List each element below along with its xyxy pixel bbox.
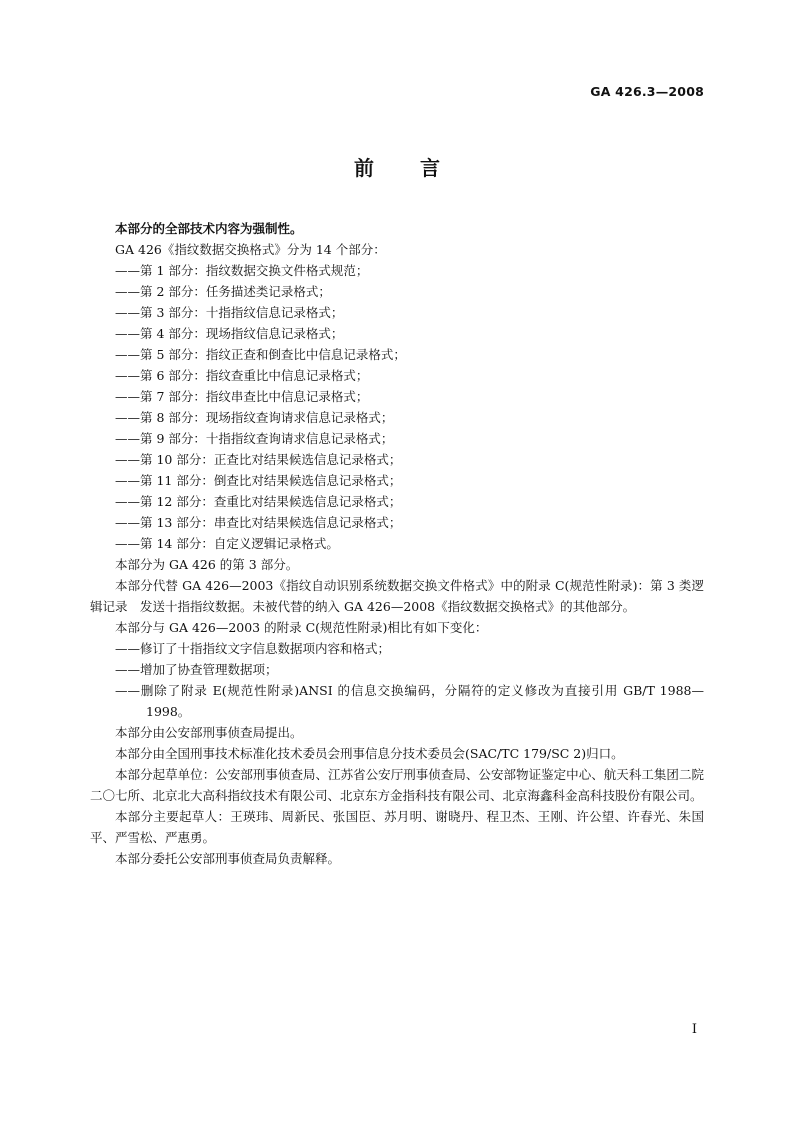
list-item: ——第 11 部分：倒查比对结果候选信息记录格式； [115, 473, 402, 488]
standard-code: GA 426.3—2008 [590, 84, 704, 99]
list-item: ——第 8 部分：现场指纹查询请求信息记录格式； [115, 410, 394, 425]
parts-intro: GA 426《指纹数据交换格式》分为 14 个部分： [115, 242, 386, 257]
list-item: ——第 3 部分：十指指纹信息记录格式； [115, 305, 344, 320]
foreword-body [90, 218, 704, 869]
part-statement: 本部分为 GA 426 的第 3 部分。 [115, 557, 299, 572]
list-item: ——第 9 部分：十指指纹查询请求信息记录格式； [115, 431, 394, 446]
parts-list [90, 260, 704, 554]
list-item: ——第 13 部分：串查比对结果候选信息记录格式； [115, 515, 402, 530]
list-item: ——第 10 部分：正查比对结果候选信息记录格式； [115, 452, 402, 467]
list-item: ——删除了附录 E(规范性附录)ANSI 的信息交换编码，分隔符的定义修改为直接引用 GB/T 1988—1998。 [115, 683, 704, 719]
drafting-units: 本部分起草单位：公安部刑事侦查局、江苏省公安厅刑事侦查局、公安部物证鉴定中心、航天科工集团二院二〇七所、北京北大高科指纹技术有限公司、北京东方金指科技有限公司、北京海鑫科金高科技股份有限公司。 [90, 767, 704, 803]
mandatory-statement: 本部分的全部技术内容为强制性。 [115, 221, 303, 236]
list-item: ——第 7 部分：指纹串查比中信息记录格式； [115, 389, 369, 404]
list-item: ——增加了协查管理数据项； [115, 662, 278, 677]
replacement-statement: 本部分代替 GA 426—2003《指纹自动识别系统数据交换文件格式》中的附录 C(规范性附录)：第 3 类逻辑记录 发送十指指纹数据。未被代替的纳入 GA 426—2008《指纹数据交换格式》的其他部分。 [90, 578, 704, 614]
list-item: ——第 12 部分：查重比对结果候选信息记录格式； [115, 494, 402, 509]
list-item: ——第 4 部分：现场指纹信息记录格式； [115, 326, 344, 341]
list-item: ——第 14 部分：自定义逻辑记录格式。 [115, 536, 339, 551]
committee-statement: 本部分由全国刑事技术标准化技术委员会刑事信息分技术委员会(SAC/TC 179/SC 2)归口。 [115, 746, 624, 761]
changes-list [90, 638, 704, 722]
list-item: ——第 6 部分：指纹查重比中信息记录格式； [115, 368, 369, 383]
proposer-statement: 本部分由公安部刑事侦查局提出。 [115, 725, 303, 740]
drafters: 本部分主要起草人：王瑛玮、周新民、张国臣、苏月明、谢晓丹、程卫杰、王刚、许公望、许春光、朱国平、严雪松、严惠勇。 [90, 809, 704, 845]
list-item: ——修订了十指指纹文字信息数据项内容和格式； [115, 641, 391, 656]
list-item: ——第 2 部分：任务描述类记录格式； [115, 284, 331, 299]
list-item: ——第 5 部分：指纹正查和倒查比中信息记录格式； [115, 347, 406, 362]
page-title: 前言 [354, 156, 486, 180]
page-number: I [691, 1022, 697, 1037]
interpretation-statement: 本部分委托公安部刑事侦查局负责解释。 [115, 851, 341, 866]
changes-intro: 本部分与 GA 426—2003 的附录 C(规范性附录)相比有如下变化： [115, 620, 488, 635]
list-item: ——第 1 部分：指纹数据交换文件格式规范； [115, 263, 369, 278]
